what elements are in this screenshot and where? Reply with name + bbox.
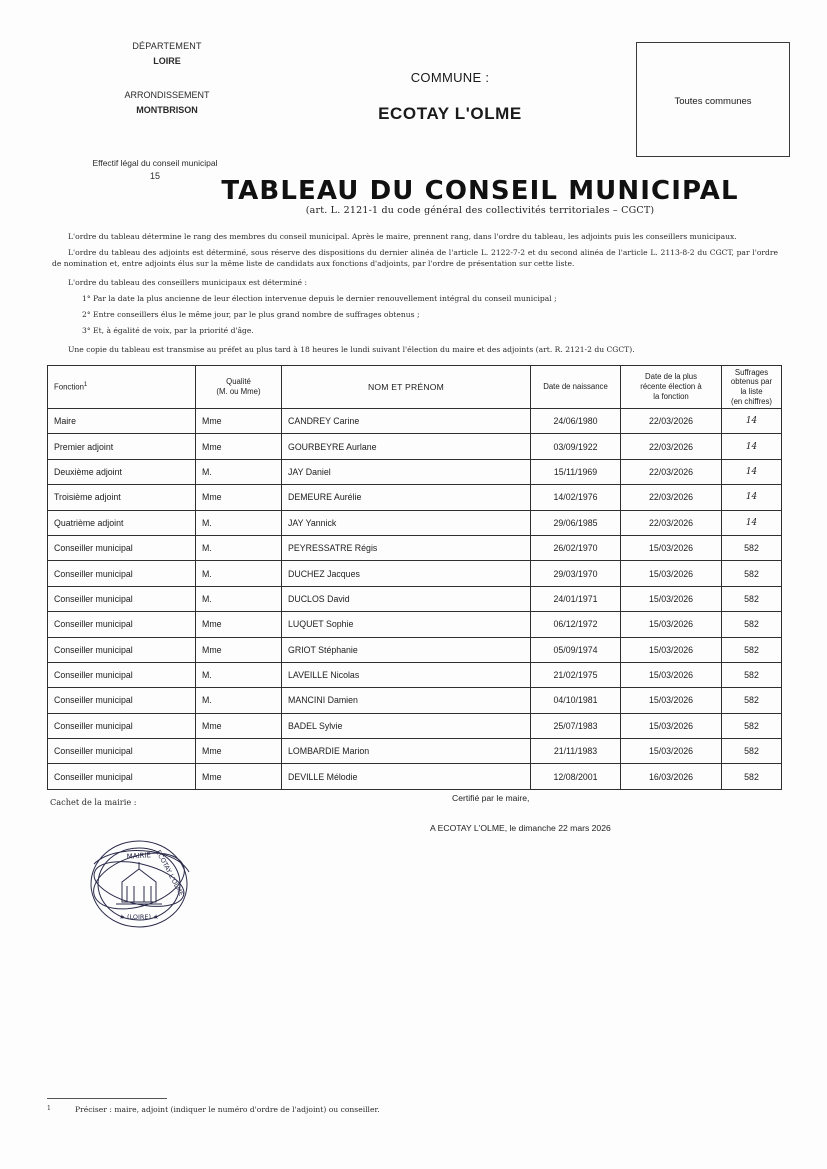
cell-date-naissance: 21/11/1983 — [531, 739, 621, 764]
departement-label: DÉPARTEMENT — [132, 41, 202, 51]
cell-date-election: 22/03/2026 — [621, 409, 722, 434]
table-row — [48, 637, 782, 662]
cell-date-naissance: 25/07/1983 — [531, 713, 621, 738]
cell-date-election: 15/03/2026 — [621, 688, 722, 713]
cell-fonction: Conseiller municipal — [48, 739, 196, 764]
cell-suffrages: 582 — [722, 739, 782, 764]
certification-block — [430, 793, 611, 833]
legal-paragraph-3b: 2° Entre conseillers élus le même jour, par le plus grand nombre de suffrages obtenus ; — [82, 309, 420, 319]
cell-qualite: Mme — [196, 409, 282, 434]
cell-nom-prenom: BADEL Sylvie — [282, 713, 531, 738]
mairie-stamp — [64, 824, 214, 934]
toutes-communes-label: Toutes communes — [674, 96, 752, 107]
cell-date-naissance: 12/08/2001 — [531, 764, 621, 789]
commune-label: COMMUNE : — [410, 70, 490, 85]
table-row — [48, 485, 782, 510]
col-header-fonction: Fonction$^1$ — [48, 366, 196, 409]
commune-name: ECOTAY L'OLME — [378, 104, 522, 123]
cell-fonction: Premier adjoint — [48, 434, 196, 459]
legal-paragraph-4: Une copie du tableau est transmise au préfet au plus tard à 18 heures le lundi suivant l'élection du maire et des adjoints (art. R. 2121-2 du CGCT). — [68, 345, 635, 355]
table-row — [48, 510, 782, 535]
cell-date-election: 15/03/2026 — [621, 662, 722, 687]
cell-fonction: Conseiller municipal — [48, 612, 196, 637]
col-header-date-naissance: Date de naissance — [531, 366, 621, 409]
footnote-divider — [47, 1098, 167, 1099]
cell-fonction: Maire — [48, 409, 196, 434]
cell-qualite: Mme — [196, 434, 282, 459]
footnote — [47, 1105, 380, 1114]
cell-fonction: Conseiller municipal — [48, 662, 196, 687]
cell-date-election: 16/03/2026 — [621, 764, 722, 789]
col-header-nom-prenom: NOM ET PRÉNOM — [282, 366, 531, 409]
cell-date-naissance: 15/11/1969 — [531, 459, 621, 484]
footnote-text: Préciser : maire, adjoint (indiquer le numéro d'ordre de l'adjoint) ou conseiller. — [75, 1105, 380, 1114]
cell-qualite: M. — [196, 662, 282, 687]
cell-qualite: Mme — [196, 485, 282, 510]
cell-nom-prenom: MANCINI Damien — [282, 688, 531, 713]
cell-qualite: M. — [196, 586, 282, 611]
legal-paragraph-3: L'ordre du tableau des conseillers municipaux est déterminé : — [68, 278, 308, 288]
departement-value: LOIRE — [153, 55, 181, 66]
cell-date-election: 22/03/2026 — [621, 434, 722, 459]
cell-date-naissance: 24/01/1971 — [531, 586, 621, 611]
cell-suffrages: 582 — [722, 561, 782, 586]
table-row — [48, 535, 782, 560]
cell-nom-prenom: JAY Yannick — [282, 510, 531, 535]
council-table-wrapper — [47, 365, 781, 790]
legal-paragraph-3c: 3° Et, à égalité de voix, par la priorité d'âge. — [82, 325, 254, 335]
header-left-block — [52, 40, 282, 118]
cell-fonction: Troisième adjoint — [48, 485, 196, 510]
cell-nom-prenom: PEYRESSATRE Régis — [282, 535, 531, 560]
cell-qualite: Mme — [196, 637, 282, 662]
cell-qualite: Mme — [196, 612, 282, 637]
effectif-label: Effectif légal du conseil municipal — [92, 158, 218, 168]
table-row — [48, 662, 782, 687]
legal-text-block — [52, 232, 778, 361]
cell-date-election: 15/03/2026 — [621, 637, 722, 662]
table-header-row — [48, 366, 782, 409]
cell-qualite: M. — [196, 459, 282, 484]
cell-nom-prenom: DUCHEZ Jacques — [282, 561, 531, 586]
cell-suffrages: 582 — [722, 535, 782, 560]
page-title: TABLEAU DU CONSEIL MUNICIPAL — [221, 176, 739, 206]
cell-fonction: Conseiller municipal — [48, 586, 196, 611]
cell-qualite: M. — [196, 688, 282, 713]
cell-suffrages: 14 — [722, 485, 782, 510]
arrondissement-label: ARRONDISSEMENT — [124, 89, 210, 100]
cell-date-election: 22/03/2026 — [621, 485, 722, 510]
cell-nom-prenom: JAY Daniel — [282, 459, 531, 484]
fonction-footnote-mark: 1 — [83, 381, 88, 388]
cell-nom-prenom: LAVEILLE Nicolas — [282, 662, 531, 687]
table-row — [48, 764, 782, 789]
cell-nom-prenom: DEVILLE Mélodie — [282, 764, 531, 789]
cell-suffrages: 582 — [722, 586, 782, 611]
cell-qualite: M. — [196, 561, 282, 586]
svg-text:ECOTAY L'OLME: ECOTAY L'OLME — [154, 848, 186, 898]
cell-suffrages: 582 — [722, 764, 782, 789]
col-header-qualite: Qualité (M. ou Mme) — [196, 366, 282, 409]
toutes-communes-box — [636, 42, 790, 157]
cell-fonction: Conseiller municipal — [48, 535, 196, 560]
table-row — [48, 713, 782, 738]
cell-qualite: Mme — [196, 713, 282, 738]
cell-nom-prenom: LUQUET Sophie — [282, 612, 531, 637]
cell-suffrages: 14 — [722, 510, 782, 535]
arrondissement-value: MONTBRISON — [136, 104, 198, 115]
cell-nom-prenom: DEMEURE Aurélie — [282, 485, 531, 510]
cell-date-election: 15/03/2026 — [621, 561, 722, 586]
stamp-icon — [64, 824, 214, 934]
cell-date-naissance: 29/06/1985 — [531, 510, 621, 535]
svg-text:★ (LOIRE) ★: ★ (LOIRE) ★ — [119, 913, 159, 921]
cell-suffrages: 582 — [722, 637, 782, 662]
cell-date-election: 22/03/2026 — [621, 510, 722, 535]
table-row — [48, 612, 782, 637]
cachet-label: Cachet de la mairie : — [50, 797, 137, 807]
cell-fonction: Quatrième adjoint — [48, 510, 196, 535]
cell-date-naissance: 24/06/1980 — [531, 409, 621, 434]
cell-date-election: 15/03/2026 — [621, 586, 722, 611]
cell-date-naissance: 04/10/1981 — [531, 688, 621, 713]
cell-fonction: Conseiller municipal — [48, 688, 196, 713]
cell-nom-prenom: DUCLOS David — [282, 586, 531, 611]
cell-nom-prenom: CANDREY Carine — [282, 409, 531, 434]
cell-date-election: 15/03/2026 — [621, 713, 722, 738]
cell-date-naissance: 29/03/1970 — [531, 561, 621, 586]
footnote-mark: 1 — [47, 1105, 51, 1112]
cell-date-naissance: 03/09/1922 — [531, 434, 621, 459]
cell-qualite: Mme — [196, 764, 282, 789]
table-row — [48, 409, 782, 434]
cell-fonction: Conseiller municipal — [48, 561, 196, 586]
certified-place-date: A ECOTAY L'OLME, le dimanche 22 mars 2026 — [430, 823, 611, 833]
legal-paragraph-1: L'ordre du tableau détermine le rang des membres du conseil municipal. Après le maire, prennent rang, dans l'ordre du tableau, les adjoints puis les conseillers municipaux. — [68, 232, 737, 241]
cell-suffrages: 582 — [722, 688, 782, 713]
cell-qualite: Mme — [196, 739, 282, 764]
cell-date-naissance: 14/02/1976 — [531, 485, 621, 510]
table-row — [48, 586, 782, 611]
cell-suffrages: 14 — [722, 434, 782, 459]
table-row — [48, 688, 782, 713]
cell-date-election: 15/03/2026 — [621, 535, 722, 560]
cell-nom-prenom: GRIOT Stéphanie — [282, 637, 531, 662]
header-center-block — [300, 70, 600, 124]
table-row — [48, 739, 782, 764]
cell-fonction: Conseiller municipal — [48, 637, 196, 662]
cell-suffrages: 14 — [722, 459, 782, 484]
cell-fonction: Conseiller municipal — [48, 764, 196, 789]
cell-suffrages: 14 — [722, 409, 782, 434]
svg-text:MAIRIE: MAIRIE — [126, 851, 152, 861]
cell-fonction: Conseiller municipal — [48, 713, 196, 738]
legal-paragraph-2: L'ordre du tableau des adjoints est déterminé, sous réserve des dispositions du dernier alinéa de l'article L. 2122-7-2 et du second alinéa de l'article L. 2113-8-2 du CGCT, par l'ordre de nomination et, entre adjoints élus sur la même liste de candidats aux fonctions d'adjoints, par l'ordre de présentation sur cette liste. — [52, 247, 778, 268]
effectif-value: 15 — [149, 171, 160, 181]
cell-suffrages: 582 — [722, 662, 782, 687]
col-header-suffrages: Suffrages obtenus par la liste (en chiffres) — [722, 366, 782, 409]
cell-suffrages: 582 — [722, 713, 782, 738]
cell-date-naissance: 05/09/1974 — [531, 637, 621, 662]
cell-date-election: 22/03/2026 — [621, 459, 722, 484]
cell-date-election: 15/03/2026 — [621, 739, 722, 764]
cell-date-naissance: 21/02/1975 — [531, 662, 621, 687]
cell-date-election: 15/03/2026 — [621, 612, 722, 637]
cell-date-naissance: 26/02/1970 — [531, 535, 621, 560]
cell-nom-prenom: GOURBEYRE Aurlane — [282, 434, 531, 459]
cell-suffrages: 582 — [722, 612, 782, 637]
table-row — [48, 459, 782, 484]
table-row — [48, 434, 782, 459]
table-row — [48, 561, 782, 586]
council-table — [47, 365, 782, 790]
cell-date-naissance: 06/12/1972 — [531, 612, 621, 637]
page-subtitle: (art. L. 2121-1 du code général des collectivités territoriales – CGCT) — [305, 205, 655, 216]
cell-qualite: M. — [196, 510, 282, 535]
council-table-body — [48, 409, 782, 790]
legal-paragraph-3a: 1° Par la date la plus ancienne de leur élection intervenue depuis le dernier renouvellement intégral du conseil municipal ; — [82, 294, 557, 304]
col-header-date-election: Date de la plus récente élection à la fonction — [621, 366, 722, 409]
cell-fonction: Deuxième adjoint — [48, 459, 196, 484]
cell-qualite: M. — [196, 535, 282, 560]
cell-nom-prenom: LOMBARDIE Marion — [282, 739, 531, 764]
certified-by-label: Certifié par le maire, — [452, 793, 530, 803]
